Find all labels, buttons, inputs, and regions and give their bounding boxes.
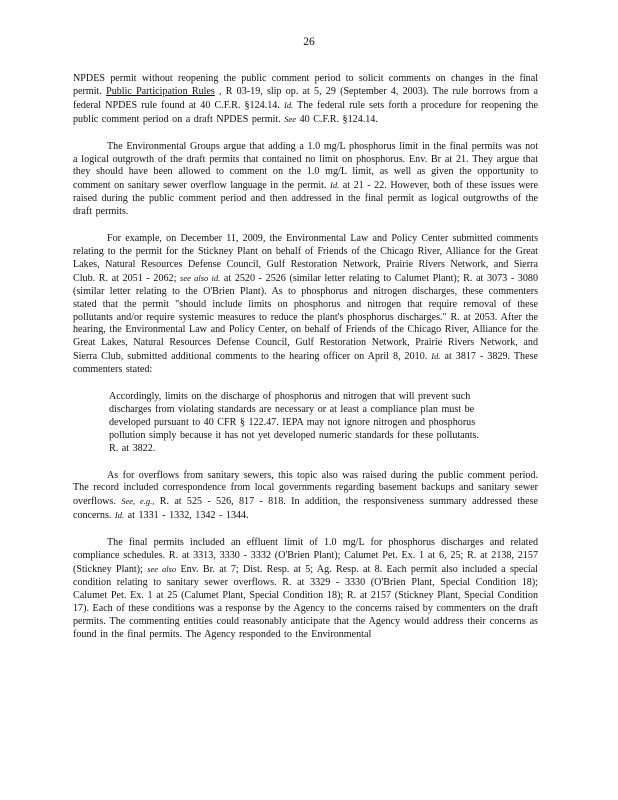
text-run: 40 C.F.R. §124.14.	[296, 113, 378, 125]
text-run: at 1331 - 1332, 1342 - 1344.	[124, 510, 249, 522]
citation-signal: Id.	[283, 99, 294, 110]
text-run: The final permits included an effluent limit of 1.0 mg/L for phosphorus discharges and related compliance schedules. R. at 3313, 3330 - 3332 (O'Brien Plant); Calumet Pet. Ex. 1 at 6, 25; R. at 2138, 2157 (Stickney Plant);	[73, 537, 538, 575]
citation-signal: Id.	[114, 510, 125, 521]
case-citation-title: Public Participation Rules	[106, 85, 215, 97]
paragraph-final-permits	[73, 537, 538, 641]
text-run: NPDES permit without reopening the public comment period to solicit comments on changes in the final permit.	[73, 73, 538, 97]
citation-signal: See	[284, 113, 297, 124]
text-run: , R 03-19, slip op. at 5, 29 (September 4, 2003). The rule borrows from a federal NPDES rule found at 40 C.F.R. §124.14.	[73, 85, 538, 111]
text-run: Env. Br. at 7; Dist. Resp. at 5; Ag. Resp. at 8. Each permit also included a special condition relating to sanitary sewer overflows. R. at 3329 - 3330 (O'Brien Plant, Special Condition 18); Calumet Pet. Ex. 1 at 25 (Calumet Plant, Special Condition 18); R. at 2157 (Stickney Plant, Special Condition 17). Each of these conditions was a response by the Agency to the concerns raised by commenters on the draft permits. The commenting entities could reasonably anticipate that the Agency would address their concerns as found in the final permits. The Agency responded to the Environmental	[73, 564, 538, 640]
page-number: 26	[303, 36, 315, 48]
text-run: As for overflows from sanitary sewers, this topic also was raised during the public comment period. The record included correspondence from local governments regarding basement backups and sanitary sewer overflows.	[73, 469, 538, 508]
paragraph-example-comments	[73, 233, 538, 377]
paragraph-environmental-groups-argument	[73, 141, 538, 219]
citation-signal: Id.	[431, 351, 441, 362]
text-run: R. at 525 - 526, 817 - 818. In addition, the responsiveness summary addressed these concerns.	[73, 496, 538, 522]
paragraph-sanitary-sewer-overflows	[73, 470, 538, 524]
block-quote	[109, 391, 490, 456]
citation-signal: See, e.g.,	[121, 496, 155, 507]
text-run: at 21 - 22. However, both of these issues were raised during the public comment period and then addressed in the final permit as logical outgrowths of the draft permits.	[73, 180, 539, 218]
citation-signal: see also	[147, 564, 177, 574]
text-run: Accordingly, limits on the discharge of phosphorus and nitrogen that will prevent such discharges from violating standards are necessary or at least a compliance plan must be developed pursuant to 40 CFR § 122.47. IEPA may not ignore nitrogen and phosphorus pollution simply because it has not yet developed numeric standards for these pollutants. R. at 3822.	[109, 391, 479, 454]
text-run: The Environmental Groups argue that adding a 1.0 mg/L phosphorus limit in the final permits was not a logical outgrowth of the draft permits that contained no limit on phosphorus. Env. Br at 21. They argue that they should have been allowed to comment on the 1.0 mg/L limit, as well as given the opportunity to comment on sanitary sewer overflow language in the permit.	[73, 140, 538, 192]
text-run: For example, on December 11, 2009, the Environmental Law and Policy Center submitted comments relating to the permit for the Stickney Plant on behalf of Friends of the Chicago River, Alliance for the Great Lakes, Natural Resources Defense Council, Gulf Restoration Network, Prairie Rivers Network, and Sierra Club. R. at 2051 - 2062;	[73, 233, 538, 284]
paragraph-reopening-rule	[73, 73, 538, 127]
citation-signal: Id.	[330, 180, 340, 191]
text-run: at 2520 - 2526 (similar letter relating to Calumet Plant); R. at 3073 - 3080 (similar letter relating to the O'Brien Plant). As to phosphorus and nitrogen discharges, these commenters stated that the permit "should include limits on phosphorus and nitrogen that require removal of these pollutants and/or require systemic measures to reduce the plant's phosphorus discharges." R. at 2053. After the hearing, the Environmental Law and Policy Center, on behalf of Friends of the Chicago River, Alliance for the Great Lakes, Natural Resources Defense Council, Gulf Restoration Network, Prairie Rivers Network, and Sierra Club, submitted additional comments to the hearing officer on April 8, 2010.	[73, 272, 538, 363]
text-run: The federal rule sets forth a procedure for reopening the public comment period on a draft NPDES permit.	[73, 99, 538, 125]
body-text	[73, 73, 538, 641]
text-run: at 3817 - 3829. These commenters stated:	[73, 351, 538, 376]
citation-signal: see also id.	[180, 272, 221, 283]
